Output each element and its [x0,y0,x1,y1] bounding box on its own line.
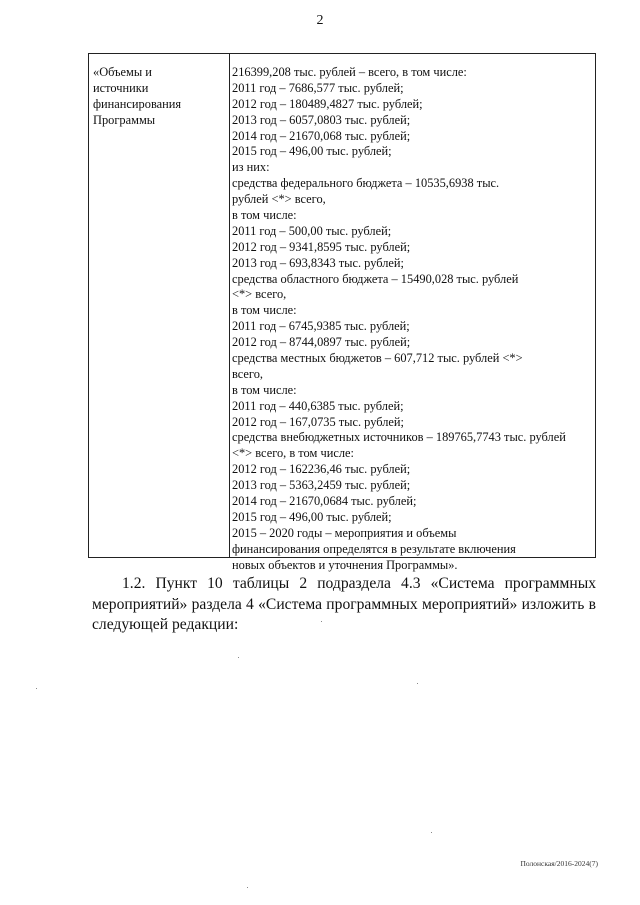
page-number: 2 [316,13,324,28]
table-line: средства областного бюджета – 15490,028 тыс. рублей [232,271,519,286]
table-line: 2014 год – 21670,0684 тыс. рублей; [232,494,417,509]
table-line: 2013 год – 5363,2459 тыс. рублей; [232,478,411,493]
table-line: 216399,208 тыс. рублей – всего, в том числе: [232,65,467,79]
table-line: 2015 год – 496,00 тыс. рублей; [232,509,392,524]
paragraph-line: 1.2. Пункт 10 таблицы 2 подраздела 4.3 «Система программных [122,575,596,592]
table-line: средства федерального бюджета – 10535,6938 тыс. [232,176,500,191]
table-line: средства местных бюджетов – 607,712 тыс. рублей <*> [232,351,523,366]
table-line: «Объемы и [93,65,152,79]
table-line: всего, [232,366,263,381]
table-line: 2012 год – 180489,4827 тыс. рублей; [232,96,423,111]
table-line: в том числе: [232,382,297,397]
financing-table [88,53,596,572]
table-value-cell [232,65,597,574]
column-divider [229,54,230,557]
table-line: 2012 год – 9341,8595 тыс. рублей; [232,239,411,254]
amendment-paragraph [92,574,596,636]
paragraph-line: следующей редакции: [92,616,239,633]
table-line: 2011 год – 7686,577 тыс. рублей; [232,80,404,95]
table-line: 2011 год – 500,00 тыс. рублей; [232,223,392,238]
scan-speck [247,887,248,888]
table-line: 2012 год – 162236,46 тыс. рублей; [232,462,411,477]
table-line: 2012 год – 8744,0897 тыс. рублей; [232,335,411,350]
table-line: <*> всего, [232,287,287,302]
scan-speck [36,688,37,689]
table-line: в том числе: [232,208,297,223]
table-line: 2011 год – 6745,9385 тыс. рублей; [232,319,410,334]
table-line: рублей <*> всего, [232,192,326,207]
table-line: 2014 год – 21670,068 тыс. рублей; [232,128,411,143]
paragraph-line: мероприятий» раздела 4 «Система программных мероприятий» изложить в [92,595,596,613]
table-line: финансирования [93,96,182,111]
table-line: финансирования определятся в результате включения [232,541,516,556]
table-line: источники [93,80,149,95]
table-line: новых объектов и уточнения Программы». [232,557,458,572]
table-line: 2015 – 2020 годы – мероприятия и объемы [232,525,457,540]
table-line: средства внебюджетных источников – 189765,7743 тыс. рублей [232,430,566,445]
table-line: 2011 год – 440,6385 тыс. рублей; [232,398,404,413]
scan-speck [417,683,418,684]
scan-speck [238,657,239,658]
table-line: <*> всего, в том числе: [232,446,354,461]
table-line: 2013 год – 6057,0803 тыс. рублей; [232,112,411,127]
table-line: 2013 год – 693,8343 тыс. рублей; [232,255,404,270]
table-line: 2015 год – 496,00 тыс. рублей; [232,144,392,159]
table-label-cell [93,65,227,129]
table-line: в том числе: [232,303,297,318]
table-line: из них: [232,160,270,175]
document-footer-code: Полонская/2016-2024(7) [520,859,598,868]
scan-speck [321,621,322,622]
table-line: 2012 год – 167,0735 тыс. рублей; [232,414,404,429]
scan-speck [431,832,432,833]
table-line: Программы [93,112,156,127]
